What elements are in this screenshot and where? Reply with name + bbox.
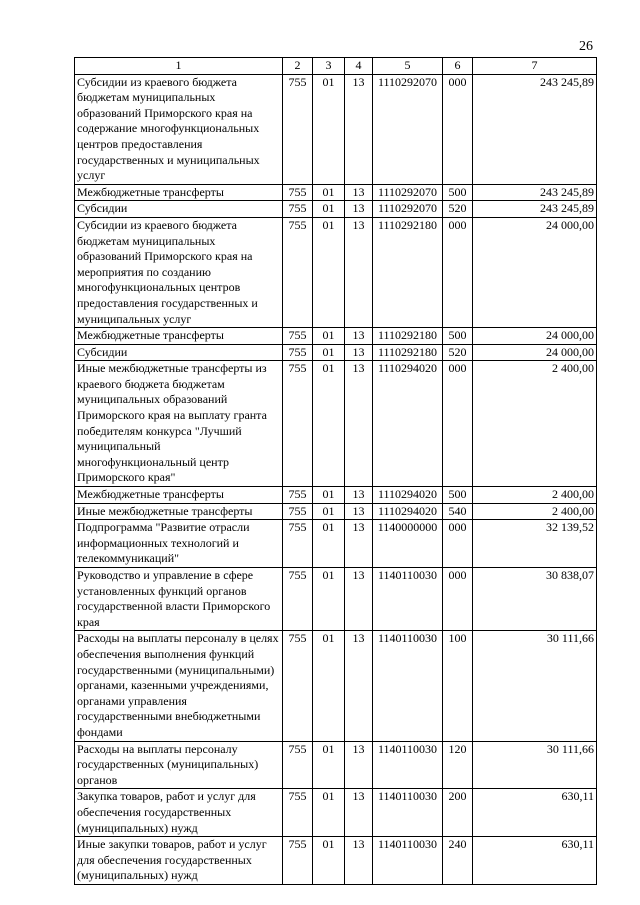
row-code-target: 1110292070 [373, 201, 443, 218]
row-code-admin: 755 [283, 344, 313, 361]
row-code-expense-type: 120 [443, 741, 473, 789]
header-col-5: 5 [373, 58, 443, 75]
row-name: Межбюджетные трансферты [75, 184, 283, 201]
row-code-subsection: 13 [345, 217, 373, 327]
table-row [75, 741, 597, 789]
row-amount: 243 245,89 [473, 184, 597, 201]
row-code-admin: 755 [283, 74, 313, 184]
row-code-subsection: 13 [345, 568, 373, 631]
row-name: Межбюджетные трансферты [75, 328, 283, 345]
row-name: Руководство и управление в сфере установленных функций органов государственной власти Приморского края [75, 568, 283, 631]
row-code-target: 1140110030 [373, 568, 443, 631]
table-row [75, 568, 597, 631]
row-code-expense-type: 000 [443, 520, 473, 568]
row-name: Иные межбюджетные трансферты из краевого бюджета бюджетам муниципальных образований Приморского края на выплату гранта победителям конкурса "Лучший муниципальный многофункциональный центр Приморского края" [75, 361, 283, 487]
table-row [75, 74, 597, 184]
row-code-admin: 755 [283, 217, 313, 327]
row-name: Расходы на выплаты персоналу в целях обеспечения выполнения функций государственными (муниципальными) органами, казенными учреждениями, органами управления государственными внебюджетными фондами [75, 631, 283, 741]
row-code-expense-type: 000 [443, 217, 473, 327]
row-code-target: 1110292070 [373, 184, 443, 201]
row-amount: 24 000,00 [473, 217, 597, 327]
row-code-admin: 755 [283, 361, 313, 487]
row-code-section: 01 [313, 201, 345, 218]
row-code-target: 1140110030 [373, 789, 443, 837]
row-code-expense-type: 000 [443, 568, 473, 631]
header-col-7: 7 [473, 58, 597, 75]
header-col-4: 4 [345, 58, 373, 75]
table-row [75, 344, 597, 361]
table-row [75, 837, 597, 885]
row-code-section: 01 [313, 361, 345, 487]
row-name: Подпрограмма "Развитие отрасли информационных технологий и телекоммуникаций" [75, 520, 283, 568]
row-code-target: 1110292180 [373, 344, 443, 361]
row-code-subsection: 13 [345, 487, 373, 504]
row-code-admin: 755 [283, 328, 313, 345]
row-code-expense-type: 520 [443, 344, 473, 361]
row-amount: 30 111,66 [473, 741, 597, 789]
row-code-admin: 755 [283, 487, 313, 504]
row-code-expense-type: 200 [443, 789, 473, 837]
row-code-section: 01 [313, 344, 345, 361]
row-code-target: 1140110030 [373, 631, 443, 741]
row-code-admin: 755 [283, 789, 313, 837]
header-row [75, 58, 597, 75]
row-code-admin: 755 [283, 741, 313, 789]
row-code-expense-type: 100 [443, 631, 473, 741]
row-code-admin: 755 [283, 520, 313, 568]
row-code-target: 1110292180 [373, 217, 443, 327]
page-number: 26 [579, 39, 593, 54]
row-code-target: 1140000000 [373, 520, 443, 568]
row-code-target: 1110294020 [373, 487, 443, 504]
row-code-subsection: 13 [345, 328, 373, 345]
row-code-expense-type: 500 [443, 184, 473, 201]
table-row [75, 789, 597, 837]
header-col-2: 2 [283, 58, 313, 75]
table-body [75, 74, 597, 884]
row-amount: 2 400,00 [473, 361, 597, 487]
row-amount: 32 139,52 [473, 520, 597, 568]
row-code-section: 01 [313, 328, 345, 345]
row-code-expense-type: 240 [443, 837, 473, 885]
table-row [75, 631, 597, 741]
row-name: Расходы на выплаты персоналу государственных (муниципальных) органов [75, 741, 283, 789]
row-code-section: 01 [313, 789, 345, 837]
row-name: Иные закупки товаров, работ и услуг для обеспечения государственных (муниципальных) нужд [75, 837, 283, 885]
row-code-target: 1110294020 [373, 361, 443, 487]
row-code-admin: 755 [283, 184, 313, 201]
table-row [75, 217, 597, 327]
row-name: Межбюджетные трансферты [75, 487, 283, 504]
row-code-section: 01 [313, 520, 345, 568]
row-code-subsection: 13 [345, 344, 373, 361]
row-amount: 30 111,66 [473, 631, 597, 741]
row-code-expense-type: 520 [443, 201, 473, 218]
row-code-admin: 755 [283, 201, 313, 218]
row-code-section: 01 [313, 568, 345, 631]
row-code-section: 01 [313, 631, 345, 741]
row-code-expense-type: 500 [443, 328, 473, 345]
row-code-subsection: 13 [345, 837, 373, 885]
table-row [75, 487, 597, 504]
row-code-section: 01 [313, 184, 345, 201]
table-row [75, 520, 597, 568]
row-name: Субсидии из краевого бюджета бюджетам муниципальных образований Приморского края на мероприятия по созданию многофункциональных центров предоставления государственных и муниципальных услуг [75, 217, 283, 327]
row-code-section: 01 [313, 503, 345, 520]
row-code-subsection: 13 [345, 74, 373, 184]
row-amount: 630,11 [473, 837, 597, 885]
row-code-admin: 755 [283, 837, 313, 885]
budget-table [74, 57, 597, 885]
row-code-admin: 755 [283, 568, 313, 631]
table-row [75, 184, 597, 201]
row-code-expense-type: 500 [443, 487, 473, 504]
row-code-subsection: 13 [345, 201, 373, 218]
row-code-target: 1110292070 [373, 74, 443, 184]
row-code-target: 1110292180 [373, 328, 443, 345]
row-amount: 24 000,00 [473, 344, 597, 361]
row-name: Субсидии [75, 344, 283, 361]
row-code-target: 1140110030 [373, 741, 443, 789]
row-code-section: 01 [313, 741, 345, 789]
row-amount: 243 245,89 [473, 74, 597, 184]
header-col-1: 1 [75, 58, 283, 75]
row-code-subsection: 13 [345, 520, 373, 568]
row-name: Иные межбюджетные трансферты [75, 503, 283, 520]
header-col-6: 6 [443, 58, 473, 75]
row-code-target: 1110294020 [373, 503, 443, 520]
row-amount: 24 000,00 [473, 328, 597, 345]
row-code-section: 01 [313, 487, 345, 504]
row-code-subsection: 13 [345, 789, 373, 837]
row-code-subsection: 13 [345, 361, 373, 487]
row-code-expense-type: 000 [443, 361, 473, 487]
row-code-section: 01 [313, 217, 345, 327]
row-code-subsection: 13 [345, 503, 373, 520]
row-amount: 630,11 [473, 789, 597, 837]
row-code-subsection: 13 [345, 741, 373, 789]
row-code-expense-type: 540 [443, 503, 473, 520]
table-row [75, 503, 597, 520]
row-code-admin: 755 [283, 503, 313, 520]
header-col-3: 3 [313, 58, 345, 75]
row-amount: 2 400,00 [473, 503, 597, 520]
table-row [75, 328, 597, 345]
row-amount: 243 245,89 [473, 201, 597, 218]
row-code-subsection: 13 [345, 631, 373, 741]
row-code-expense-type: 000 [443, 74, 473, 184]
row-code-target: 1140110030 [373, 837, 443, 885]
row-amount: 30 838,07 [473, 568, 597, 631]
row-code-section: 01 [313, 74, 345, 184]
row-amount: 2 400,00 [473, 487, 597, 504]
row-name: Субсидии [75, 201, 283, 218]
table-row [75, 201, 597, 218]
row-name: Закупка товаров, работ и услуг для обеспечения государственных (муниципальных) нужд [75, 789, 283, 837]
row-code-subsection: 13 [345, 184, 373, 201]
row-code-admin: 755 [283, 631, 313, 741]
row-code-section: 01 [313, 837, 345, 885]
table-row [75, 361, 597, 487]
row-name: Субсидии из краевого бюджета бюджетам муниципальных образований Приморского края на содержание многофункциональных центров предоставления государственных и муниципальных услуг [75, 74, 283, 184]
